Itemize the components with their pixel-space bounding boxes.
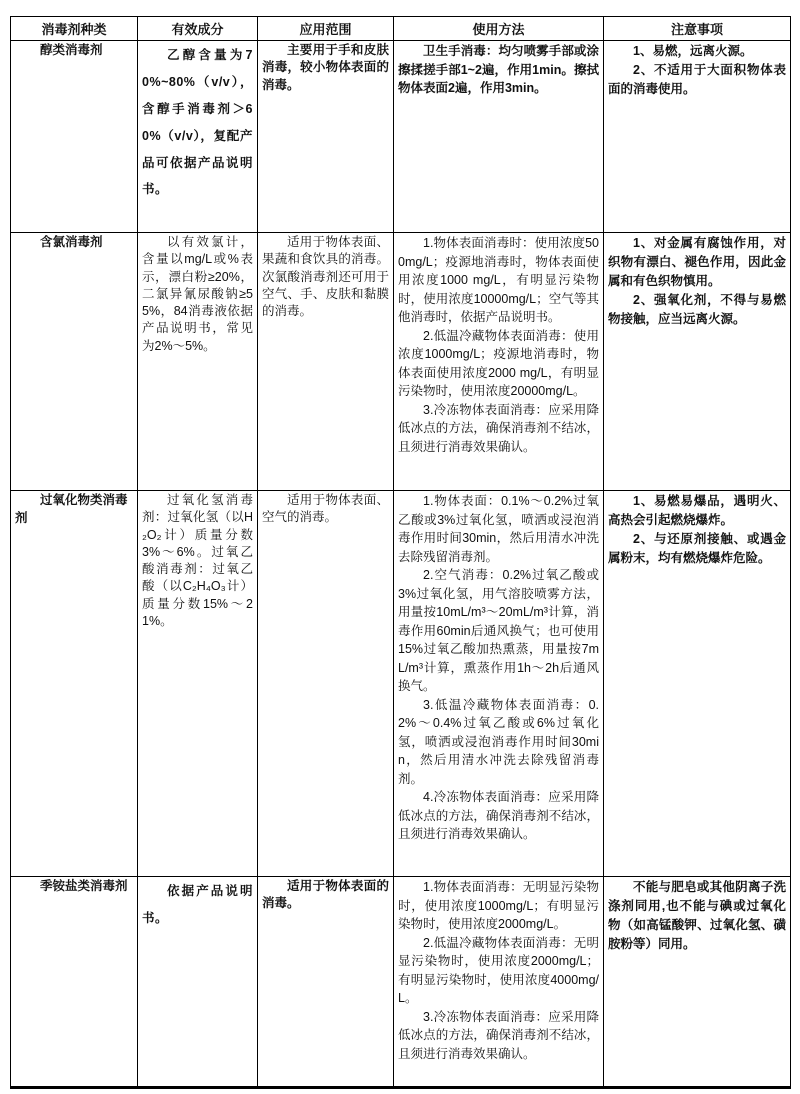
category-label: 醇类消毒剂 xyxy=(40,43,103,57)
cell-usage xyxy=(394,41,604,233)
cell-category xyxy=(11,233,138,491)
paragraph: 1、易燃易爆品，遇明火、高热会引起燃烧爆炸。 xyxy=(608,494,786,527)
paragraph: 卫生手消毒：均匀喷雾手部或涂擦揉搓手部1~2遍，作用1min。擦拭物体表面2遍，作用3min。 xyxy=(398,44,599,95)
cell-notes xyxy=(604,491,791,877)
paragraph: 1.物体表面消毒时：使用浓度500mg/L；疫源地消毒时，物体表面使用浓度1000 mg/L，有明显污染物时，使用浓度10000mg/L；空气等其他消毒时，依据产品说明书。 xyxy=(398,236,599,324)
paragraph: 依据产品说明书。 xyxy=(142,884,253,925)
cell-usage xyxy=(394,877,604,1088)
cell-scope xyxy=(258,877,394,1088)
paragraph: 2.空气消毒：0.2%过氧乙酸或3%过氧化氢，用气溶胶喷雾方法，用量按10mL/m³～20mL/m³计算，消毒作用60min后通风换气；也可使用15%过氧乙酸加热熏蒸，用量按7mL/m³计算，熏蒸作用1h～2h后通风换气。 xyxy=(398,568,599,693)
cell-ingredients xyxy=(138,41,258,233)
cell-scope xyxy=(258,233,394,491)
paragraph: 1.物体表面消毒：无明显污染物时，使用浓度1000mg/L；有明显污染物时，使用浓度2000mg/L。 xyxy=(398,880,599,931)
cell-ingredients xyxy=(138,877,258,1088)
paragraph: 乙醇含量为70%~80%（v/v），含醇手消毒剂＞60%（v/v），复配产品可依据产品说明书。 xyxy=(142,48,253,197)
column-header-usage: 使用方法 xyxy=(394,17,604,41)
cell-usage xyxy=(394,491,604,877)
table-row-chlorine xyxy=(11,233,791,491)
paragraph: 过氧化氢消毒剂：过氧化氢（以H₂O₂计）质量分数3%～6%。过氧乙酸消毒剂：过氧乙酸（以C₂H₄O₃计）质量分数15%～21%。 xyxy=(142,493,253,628)
cell-ingredients xyxy=(138,233,258,491)
paragraph: 以有效氯计，含量以mg/L或%表示，漂白粉≥20%，二氯异氰尿酸钠≥55%，84消毒液依据产品说明书，常见为2%～5%。 xyxy=(142,235,253,353)
cell-ingredients xyxy=(138,491,258,877)
column-header-category: 消毒剂种类 xyxy=(11,17,138,41)
paragraph: 适用于物体表面的消毒。 xyxy=(262,879,389,911)
cell-category xyxy=(11,41,138,233)
cell-scope xyxy=(258,491,394,877)
paragraph: 2、强氧化剂，不得与易燃物接触，应当远离火源。 xyxy=(608,293,786,326)
table-row-alcohol xyxy=(11,41,791,233)
category-label: 季铵盐类消毒剂 xyxy=(40,879,128,893)
disinfectant-table xyxy=(10,16,791,1089)
paragraph: 3.低温冷藏物体表面消毒：0.2%～0.4%过氧乙酸或6%过氧化氢，喷洒或浸泡消毒作用时间30min，然后用清水冲洗去除残留消毒剂。 xyxy=(398,697,599,786)
paragraph: 2、与还原剂接触、或遇金属粉末，均有燃烧爆炸危险。 xyxy=(608,532,786,565)
paragraph: 适用于物体表面、果蔬和食饮具的消毒。次氯酸消毒剂还可用于空气、手、皮肤和黏膜的消毒。 xyxy=(262,235,389,318)
cell-notes xyxy=(604,41,791,233)
paragraph: 适用于物体表面、空气的消毒。 xyxy=(262,493,389,525)
cell-usage xyxy=(394,233,604,491)
paragraph: 2、不适用于大面积物体表面的消毒使用。 xyxy=(608,63,786,96)
cell-notes xyxy=(604,233,791,491)
category-label: 含氯消毒剂 xyxy=(40,235,103,249)
paragraph: 2.低温冷藏物体表面消毒：无明显污染物时，使用浓度2000mg/L；有明显污染物时，使用浓度4000mg/L。 xyxy=(398,935,599,1005)
paragraph: 3.冷冻物体表面消毒：应采用降低冰点的方法，确保消毒剂不结冰，且须进行消毒效果确认。 xyxy=(398,402,599,454)
paragraph: 1.物体表面：0.1%～0.2%过氧乙酸或3%过氧化氢，喷洒或浸泡消毒作用时间30min，然后用清水冲洗去除残留消毒剂。 xyxy=(398,494,599,564)
column-header-scope: 应用范围 xyxy=(258,17,394,41)
cell-category xyxy=(11,491,138,877)
paragraph: 3.冷冻物体表面消毒：应采用降低冰点的方法，确保消毒剂不结冰，且须进行消毒效果确认。 xyxy=(398,1009,599,1061)
paragraph: 不能与肥皂或其他阴离子洗涤剂同用,也不能与碘或过氧化物（如高锰酸钾、过氧化氢、磺胺粉等）同用。 xyxy=(608,880,786,951)
cell-category xyxy=(11,877,138,1088)
category-label: 过氧化物类消毒剂 xyxy=(15,493,128,525)
paragraph: 1、易燃，远离火源。 xyxy=(633,44,753,58)
paragraph: 1、对金属有腐蚀作用，对织物有漂白、褪色作用，因此金属和有色织物慎用。 xyxy=(608,236,786,288)
paragraph: 4.冷冻物体表面消毒：应采用降低冰点的方法，确保消毒剂不结冰，且须进行消毒效果确认。 xyxy=(398,790,599,841)
column-header-notes: 注意事项 xyxy=(604,17,791,41)
paragraph: 2.低温冷藏物体表面消毒：使用浓度1000mg/L；疫源地消毒时，物体表面使用浓度2000 mg/L，有明显污染物时，使用浓度20000mg/L。 xyxy=(398,328,599,398)
cell-notes xyxy=(604,877,791,1088)
column-header-ingredients: 有效成分 xyxy=(138,17,258,41)
cell-scope xyxy=(258,41,394,233)
paragraph: 主要用于手和皮肤消毒，较小物体表面的消毒。 xyxy=(262,43,389,92)
header-row xyxy=(11,17,791,41)
table-row-peroxide xyxy=(11,491,791,877)
table-row-quaternary-ammonium xyxy=(11,877,791,1088)
